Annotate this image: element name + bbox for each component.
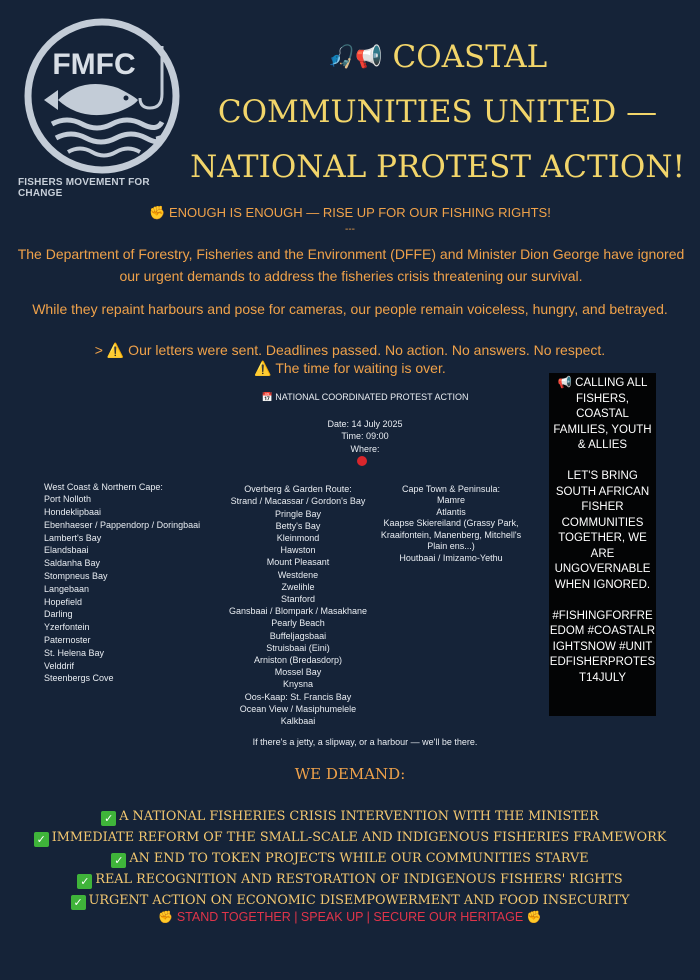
location-item: Mount Pleasant [266,557,330,568]
slogan-text: STAND TOGETHER | SPEAK UP | SECURE OUR HERITAGE [176,910,524,924]
divider: --- [345,224,355,235]
demand-item [0,827,700,848]
location-item: Elandsbaai [44,545,89,556]
intro-paragraph-3 [0,341,700,377]
location-item: Paternoster [44,635,91,646]
callout-box [549,373,656,716]
location-item: Hondeklipbaai [44,507,102,518]
location-item: Langebaan [44,583,90,594]
demand-item [0,848,700,869]
enough-heading: ✊ ENOUGH IS ENOUGH — RISE UP FOR OUR FISHING RIGHTS! [149,205,551,220]
demand-text: AN END TO TOKEN PROJECTS WHILE OUR COMMUNITIES STARVE [129,851,589,866]
location-item: Darling [44,609,73,620]
location-item: Buffeljagsbaai [269,630,327,641]
west-coast-list [44,481,229,685]
callout-together: LET'S BRING SOUTH AFRICAN FISHER COMMUNITIES TOGETHER, WE ARE UNGOVERNABLE WHEN IGNORED. [554,470,651,591]
location-item: Mamre [436,495,465,506]
location-item: Kleinmond [276,532,320,543]
location-item: Plain ens...) [427,541,475,552]
callout-calling: 📢 CALLING ALL FISHERS, COASTAL FAMILIES, YOUTH & ALLIES [553,377,652,451]
location-item: Ebenhaeser / Pappendorp / Doringbaai [44,519,201,530]
location-item: Stanford [280,593,316,604]
demands-heading: WE DEMAND: [294,765,406,783]
location-item: Steenbergs Cove [44,673,114,684]
demand-text: IMMEDIATE REFORM OF THE SMALL-SCALE AND INDIGENOUS FISHERIES FRAMEWORK [51,830,667,845]
location-item: Port Nolloth [44,494,92,505]
title-line-3: NATIONAL PROTEST ACTION! [190,149,685,185]
location-item: Zwelihle [281,581,315,592]
logo-text: FMFC [52,48,136,81]
west-coast-heading: West Coast & Northern Cape: [44,482,163,492]
demand-item [0,890,700,911]
event-heading: 📅 NATIONAL COORDINATED PROTEST ACTION [261,392,469,402]
location-item: Ocean View / Masiphumelele [239,703,357,714]
overberg-list [223,483,373,727]
location-item: Pringle Bay [274,508,322,519]
location-item: Gansbaai / Blompark / Masakhane [228,606,368,617]
demand-text: REAL RECOGNITION AND RESTORATION OF INDIGENOUS FISHERS' RIGHTS [95,872,623,887]
check-icon: ✓ [34,832,49,847]
location-item: Oos-Kaap: St. Francis Bay [244,691,352,702]
intro-line-letters: > ⚠️ Our letters were sent. Deadlines passed. No action. No answers. No respect. [94,342,606,358]
check-icon: ✓ [77,874,92,889]
location-item: Houtbaai / Imizamo-Yethu [399,552,503,563]
fish-icon [44,84,138,115]
location-item: Kraaifontein, Manenberg, Mitchell's [380,529,522,540]
fmfc-logo [22,16,182,176]
fish-hook-icon [140,46,162,108]
check-icon: ✓ [71,895,86,910]
logo-subtitle: FISHERS MOVEMENT FOR CHANGE [18,177,150,199]
demand-text: A NATIONAL FISHERIES CRISIS INTERVENTION WITH THE MINISTER [119,809,599,824]
fist-icon: ✊ [526,910,542,924]
event-details [280,418,450,455]
cape-town-list [378,483,524,564]
location-item: Stompneus Bay [44,571,108,582]
demands-list [0,806,700,911]
cape-town-heading: Cape Town & Peninsula: [402,484,500,494]
location-item: Velddrif [44,660,75,671]
location-item: Struisbaai (Eini) [266,642,330,653]
location-item: Betty's Bay [275,520,321,531]
location-item: Lambert's Bay [44,532,102,543]
demand-text: URGENT ACTION ON ECONOMIC DISEMPOWERMENT AND FOOD INSECURITY [88,893,630,908]
location-item: Kalkbaai [280,715,316,726]
page-title [185,30,690,195]
location-item: St. Helena Bay [44,647,105,658]
location-item: Pearly Beach [271,618,325,629]
location-item: Yzerfontein [44,622,90,633]
location-item: Hopefield [44,596,83,607]
fishing-megaphone-icon: 🎣📢 [327,45,383,70]
location-item: Saldanha Bay [44,558,101,569]
location-item: Kaapse Skiereiland (Grassy Park, [383,518,519,529]
event-date: Date: 14 July 2025 [327,419,403,429]
callout-hashtags: #FISHINGFORFREEDOM #COASTALRIGHTSNOW #UNITEDFISHERPROTEST14JULY [549,609,656,684]
location-item: Mossel Bay [274,667,322,678]
jetty-note: If there's a jetty, a slipway, or a harbour — we'll be there. [252,737,478,747]
title-line-2: COMMUNITIES UNITED — [217,94,658,130]
location-item: Hawston [280,545,316,556]
title-line-1: COASTAL [392,39,548,75]
location-item: Arniston (Bredasdorp) [253,654,343,665]
location-item: Westdene [277,569,319,580]
demand-item [0,806,700,827]
intro-paragraph-1: The Department of Forestry, Fisheries and the Environment (DFFE) and Minister Dion George have ignored our urgent demands to address the fisheries crisis threatening our survival. [17,246,685,284]
location-pin-icon [357,456,367,466]
location-item: Strand / Macassar / Gordon's Bay [230,496,366,507]
demand-item [0,869,700,890]
event-where: Where: [350,443,380,454]
footer-slogan [0,910,700,924]
event-time: Time: 09:00 [341,431,389,442]
intro-paragraph-2: While they repaint harbours and pose for cameras, our people remain voiceless, hungry, and betrayed. [32,301,668,317]
overberg-heading: Overberg & Garden Route: [244,484,352,494]
location-item: Atlantis [436,506,466,517]
location-item: Knysna [282,679,314,690]
intro-line-waiting: ⚠️ The time for waiting is over. [254,360,446,376]
check-icon: ✓ [111,853,126,868]
check-icon: ✓ [101,811,116,826]
fist-icon: ✊ [158,910,174,924]
